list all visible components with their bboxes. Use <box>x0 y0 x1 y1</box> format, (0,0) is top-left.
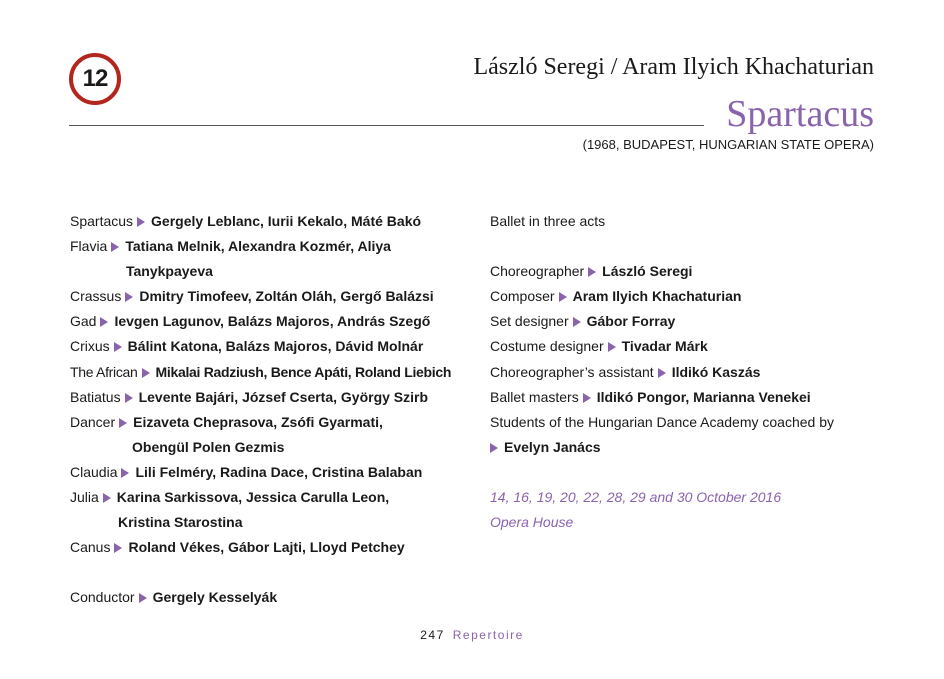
triangle-right-icon <box>139 593 147 603</box>
header-divider <box>69 125 704 126</box>
performer-names: Tatiana Melnik, Alexandra Kozmér, Aliya <box>125 238 391 255</box>
performer-names: Dmitry Timofeev, Zoltán Oláh, Gergő Balázsi <box>139 288 434 305</box>
cast-row-conductor <box>70 585 470 610</box>
performer-names: Roland Vékes, Gábor Lajti, Lloyd Petchey <box>128 539 405 556</box>
triangle-right-icon <box>114 543 122 553</box>
cast-row-flavia-cont <box>70 259 470 284</box>
cast-row-flavia <box>70 234 470 259</box>
credit-row-costume-designer <box>490 334 890 359</box>
ballet-description: Ballet in three acts <box>490 213 606 229</box>
performer-names: Levente Bajári, József Cserta, György Szirb <box>138 388 429 405</box>
role-label: Gad <box>70 313 97 330</box>
cast-row-spartacus <box>70 209 470 234</box>
spacer <box>490 234 890 259</box>
performer-names: Tanykpayeva <box>126 263 213 280</box>
credit-row-students: Students of the Hungarian Dance Academy coached by <box>490 413 834 430</box>
role-label: Conductor <box>70 589 135 606</box>
cast-row-claudia <box>70 460 470 485</box>
triangle-right-icon <box>121 468 129 478</box>
credit-names: Ildikó Kaszás <box>671 363 761 380</box>
triangle-right-icon <box>137 217 145 227</box>
cast-row-african <box>70 360 470 385</box>
role-label: Batiatus <box>70 388 121 405</box>
venue: Opera House <box>490 514 574 531</box>
performer-names: Lili Felméry, Radina Dace, Cristina Balaban <box>135 463 423 480</box>
triangle-right-icon <box>119 418 127 428</box>
triangle-right-icon <box>142 368 150 378</box>
performer-names: Gergely Leblanc, Iurii Kekalo, Máté Bakó <box>151 213 422 229</box>
triangle-right-icon <box>588 267 596 277</box>
page-footer <box>0 628 944 642</box>
triangle-right-icon <box>583 393 591 403</box>
performer-names: Ievgen Lagunov, Balázs Majoros, András Szegő <box>114 313 431 330</box>
cast-list <box>70 209 470 611</box>
cast-row-dancer-cont <box>70 435 470 460</box>
credit-row-choreographer <box>490 259 890 284</box>
cast-row-batiatus <box>70 385 470 410</box>
cast-row-canus <box>70 535 470 560</box>
cast-row-dancer <box>70 410 470 435</box>
credit-row-composer <box>490 284 890 309</box>
credit-row-set-designer <box>490 309 890 334</box>
role-label: The African <box>70 363 138 380</box>
role-label: Choreographer <box>490 263 585 280</box>
role-label: Crassus <box>70 288 122 305</box>
spacer <box>70 560 470 585</box>
cast-row-julia <box>70 485 470 510</box>
authors-heading: László Seregi / Aram Ilyich Khachaturian <box>473 54 874 80</box>
credit-names: Tivadar Márk <box>621 338 708 355</box>
triangle-right-icon <box>125 292 133 302</box>
performer-names: Obengül Polen Gezmis <box>132 438 285 455</box>
credit-row-students-coach <box>486 435 890 460</box>
production-number-badge <box>69 53 121 105</box>
production-number: 12 <box>82 65 108 92</box>
performer-names: Kristina Starostina <box>118 514 243 531</box>
role-label: Canus <box>70 539 111 556</box>
cast-row-julia-cont <box>70 510 470 535</box>
credit-names: Aram Ilyich Khachaturian <box>572 288 742 305</box>
role-label: Dancer <box>70 413 116 430</box>
role-label: Spartacus <box>70 213 134 229</box>
cast-row-crixus <box>70 334 470 359</box>
role-label: Composer <box>490 288 555 305</box>
credit-names: Ildikó Pongor, Marianna Venekei <box>596 388 811 405</box>
role-label: Set designer <box>490 313 569 330</box>
credit-names: Gábor Forray <box>586 313 676 330</box>
triangle-right-icon <box>103 493 111 503</box>
triangle-right-icon <box>559 292 567 302</box>
role-label: Crixus <box>70 338 110 355</box>
role-label: Julia <box>70 489 99 506</box>
ballet-title: Spartacus <box>726 93 874 135</box>
section-name: Repertoire <box>452 628 524 642</box>
role-label: Flavia <box>70 238 108 255</box>
premiere-info: (1968, BUDAPEST, HUNGARIAN STATE OPERA) <box>582 137 874 152</box>
page-number: 247 <box>420 628 445 642</box>
triangle-right-icon <box>100 317 108 327</box>
role-label: Ballet masters <box>490 388 579 405</box>
performer-names: Eizaveta Cheprasova, Zsófi Gyarmati, <box>133 413 383 430</box>
triangle-right-icon <box>608 342 616 352</box>
triangle-right-icon <box>573 317 581 327</box>
performer-names: Bálint Katona, Balázs Majoros, Dávid Molnár <box>127 338 424 355</box>
credit-names: László Seregi <box>602 263 693 280</box>
credit-names: Evelyn Janács <box>504 438 601 455</box>
triangle-right-icon <box>490 443 498 453</box>
role-label: Choreographer’s assistant <box>490 363 654 380</box>
production-credits <box>490 209 890 535</box>
role-label: Claudia <box>70 463 118 480</box>
cast-row-gad <box>70 309 470 334</box>
performance-dates: 14, 16, 19, 20, 22, 28, 29 and 30 October 2016 <box>490 489 782 506</box>
credit-row-ballet-masters <box>490 385 890 410</box>
spacer <box>490 460 890 485</box>
performer-names: Mikalai Radziush, Bence Apáti, Roland Liebich <box>155 363 452 380</box>
cast-row-crassus <box>70 284 470 309</box>
triangle-right-icon <box>658 368 666 378</box>
credit-row-assistant <box>490 360 890 385</box>
performer-names: Gergely Kesselyák <box>152 589 278 606</box>
role-label: Costume designer <box>490 338 604 355</box>
performer-names: Karina Sarkissova, Jessica Carulla Leon, <box>116 489 390 506</box>
triangle-right-icon <box>111 242 119 252</box>
triangle-right-icon <box>125 393 133 403</box>
triangle-right-icon <box>114 342 122 352</box>
